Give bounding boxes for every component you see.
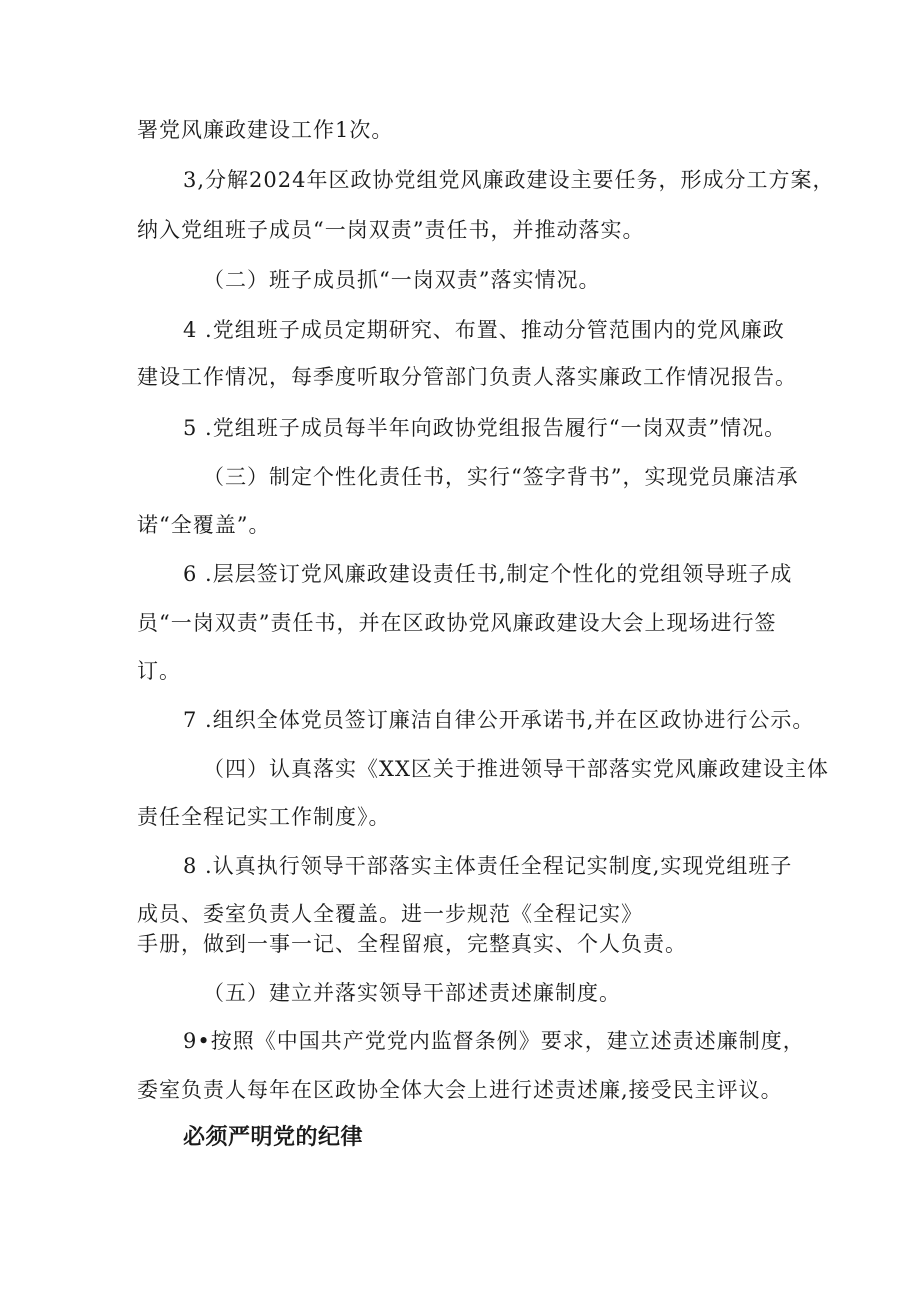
text-line-5: 4 .党组班子成员定期研究、布置、推动分管范围内的党风廉政 [183,318,785,342]
text-line-13: 7 .组织全体党员签订廉洁自律公开承诺书,并在区政协进行公示。 [183,708,815,732]
text-line-11: 员“一岗双责”责任书，并在区政协党风廉政建设大会上现场进行签 [137,611,777,635]
section-heading: 必须严明党的纪律 [183,1125,364,1150]
text-line-8: （三）制定个性化责任书，实行“签字背书”，实现党员廉洁承 [203,465,799,489]
text-line-16: 8 .认真执行领导干部落实主体责任全程记实制度,实现党组班子 [183,854,793,878]
text-line-3: 纳入党组班子成员“一岗双责”责任书，并推动落实。 [137,218,645,242]
text-line-15: 责任全程记实工作制度》。 [137,805,391,829]
text-line-1: 署党风廉政建设工作1次。 [137,118,394,142]
text-line-19: （五）建立并落实领导干部述责述廉制度。 [203,981,621,1005]
text-line-4: （二）班子成员抓“一岗双责”落实情况。 [203,268,601,292]
text-line-18: 手册，做到一事一记、全程留痕，完整真实、个人负责。 [137,932,687,956]
text-line-9: 诺“全覆盖”。 [137,513,271,537]
text-line-7: 5 .党组班子成员每半年向政协党组报告履行“一岗双责”情况。 [183,416,787,440]
text-line-6: 建设工作情况，每季度听取分管部门负责人落实廉政工作情况报告。 [137,365,797,389]
text-line-21: 委室负责人每年在区政协全体大会上进行述责述廉,接受民主评议。 [137,1078,783,1102]
text-line-2: 3,分解2024年区政协党组党风廉政建设主要任务，形成分工方案， [183,168,835,192]
text-line-12: 订。 [137,659,181,683]
text-line-10: 6 .层层签订党风廉政建设责任书,制定个性化的党组领导班子成 [183,562,793,586]
text-line-17: 成员、委室负责人全覆盖。进一步规范《全程记实》 [137,902,643,926]
text-line-14: （四）认真落实《XX区关于推进领导干部落实党风廉政建设主体 [203,757,829,781]
text-line-20: 9•按照《中国共产党党内监督条例》要求，建立述责述廉制度， [183,1029,805,1053]
